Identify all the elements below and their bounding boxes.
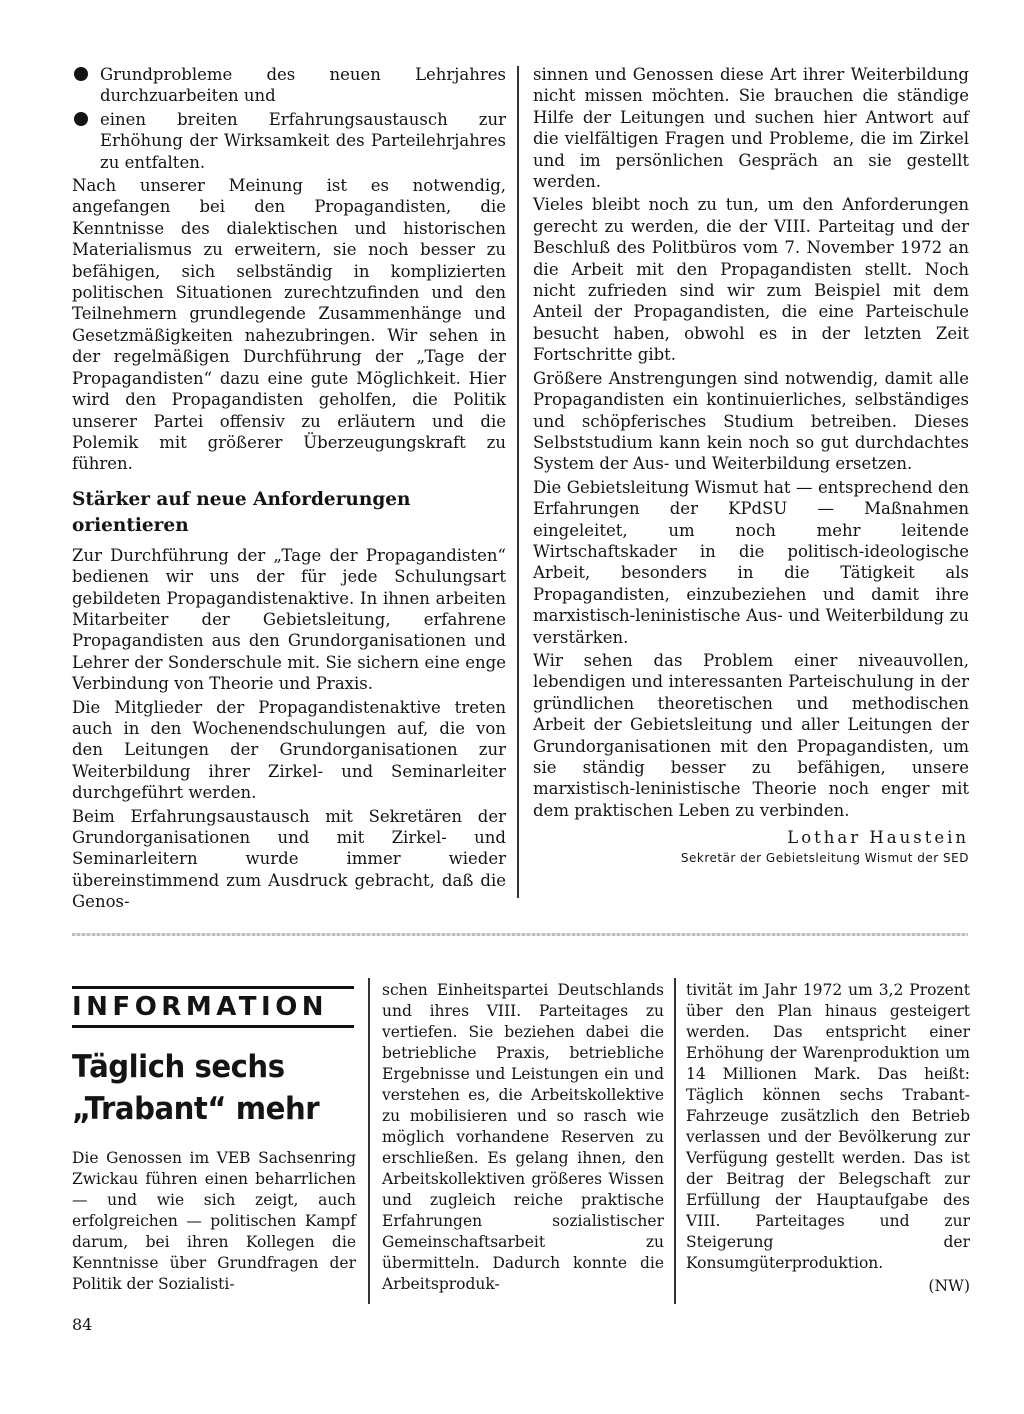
author-name: Lothar Haustein [787,828,969,848]
page-number: 84 [72,1315,93,1334]
source-code: (NW) [928,1277,970,1295]
paragraph: Die Gebietsleitung Wismut hat — entsprechend den Erfahrungen der KPdSU — Maßnahmen eingeleitet, um noch mehr leitende Wirtschaftskader in die politisch-ideologische Arbeit, besonders in die Tätigkeit als Propagandisten, einzubeziehen und damit ihre marxistisch-leninistische Aus- und Weiterbildung zu verstärken. [533,477,969,647]
paragraph: Vieles bleibt noch zu tun, um den Anforderungen gerecht zu werden, die der VIII. Parteitag und der Beschluß des Politbüros vom 7. November 1972 an die Arbeit mit den Propagandisten stellt. Noch nicht zufrieden sind wir zum Beispiel mit dem Anteil der Propagandisten, die eine Parteischule besucht haben, obwohl es in der letzten Zeit Fortschritte gibt. [533,195,969,365]
bullet-text: einen breiten Erfahrungsaustausch zur Erhöhung der Wirksamkeit des Parteilehrjahres zu entfalten. [100,109,506,172]
bullet-item [72,64,506,107]
info-headline [72,1046,345,1130]
paragraph: Die Mitglieder der Propagandistenaktive treten auch in den Wochenendschulungen auf, die von den Leitungen der Grundorganisationen zur Weiterbildung ihrer Zirkel- und Seminarleiter durchgeführt werden. [72,697,506,803]
bullet-dot-icon [74,112,88,126]
section-kicker: INFORMATION [72,986,354,1028]
paragraph: sinnen und Genossen diese Art ihrer Weiterbildung nicht missen möchten. Sie brauchen die ständige Hilfe der Leitungen und suchen hier Antwort auf die vielfältigen Fragen und Probleme, die im Zirkel und im persönlichen Gespräch an sie gestellt werden. [533,65,969,192]
column-divider [674,978,676,1304]
info-column-1 [72,1148,356,1297]
subheading: Stärker auf neue Anforderungen orientieren [72,488,411,536]
paragraph: tivität im Jahr 1972 um 3,2 Prozent über den Plan hinaus gesteigert werden. Das entspricht einer Erhöhung der Warenproduktion um 14 Millionen Mark. Das heißt: Täglich können sechs Trabant-Fahrzeuge zusätzlich den Betrieb verlassen und der Bevölkerung zur Verfügung gestellt werden. Das ist der Beitrag der Belegschaft zur Erfüllung der Hauptaufgabe des VIII. Parteitages und zur Steigerung der Konsumgüterproduktion. [686,981,970,1272]
paragraph: Beim Erfahrungsaustausch mit Sekretären der Grundorganisationen und mit Zirkel- und Seminarleitern wurde immer wieder übereinstimmend zum Ausdruck gebracht, daß die Genos- [72,806,506,912]
paragraph: Wir sehen das Problem einer niveauvollen, lebendigen und interessanten Parteischulung in der gründlichen theoretischen und methodischen Arbeit der Gebietsleitung und aller Leitungen der Grundorganisationen mit den Propagandisten, um sie ständig besser zu befähigen, unsere marxistisch-leninistische Theorie noch enger mit dem praktischen Leben zu verbinden. [533,650,969,820]
column-divider [517,66,519,898]
article-column-1 [72,64,506,915]
info-column-3 [686,980,970,1297]
paragraph: Nach unserer Meinung ist es notwendig, angefangen bei den Propagandisten, die Kenntnisse des dialektischen und historischen Materialismus zu erweitern, sie noch besser zu befähigen, sich selbständig in komplizierten politischen Situationen zurechtzufinden und den Teilnehmern grundlegende Zusammenhänge und Gesetzmäßigkeiten nahezubringen. Wir sehen in der regelmäßigen Durchführung der „Tage der Propagandisten“ dazu eine gute Möglichkeit. Hier wird den Propagandisten geholfen, die Politik unserer Partei offensiv zu erläutern und die Polemik mit größerer Überzeugungskraft zu führen. [72,176,506,474]
author-role: Sekretär der Gebietsleitung Wismut der SED [680,850,969,865]
paragraph: Zur Durchführung der „Tage der Propagandisten“ bedienen wir uns der für jede Schulungsart gebildeten Propagandistenaktive. In ihnen arbeiten Mitarbeiter der Gebietsleitung, erfahrene Propagandisten aus den Grundorganisationen und Lehrer der Sonderschule mit. Sie sichern eine enge Verbindung von Theorie und Praxis. [72,545,506,694]
column-divider [368,978,370,1304]
paragraph: Größere Anstrengungen sind notwendig, damit alle Propagandisten ein kontinuierliches, selbständiges und schöpferisches Studium betreiben. Dieses Selbststudium kann kein noch so gut durchdachtes System der Aus- und Weiterbildung ersetzen. [533,368,969,474]
section-separator [72,933,968,936]
article-column-2 [533,64,969,867]
bullet-item [72,109,506,173]
bullet-dot-icon [74,67,88,81]
bullet-text: Grundprobleme des neuen Lehrjahres durchzuarbeiten und [100,65,506,106]
headline-line: „Trabant“ mehr [72,1091,320,1127]
info-column-2 [382,980,664,1297]
headline-line: Täglich sechs [72,1049,285,1085]
paragraph: Die Genossen im VEB Sachsenring Zwickau führen einen beharrlichen — und wie sich zeigt, auch erfolgreichen — politischen Kampf darum, bei ihren Kollegen die Kenntnisse über Grundfragen der Politik der Sozialisti- [72,1149,356,1293]
paragraph: schen Einheitspartei Deutschlands und ihres VIII. Parteitages zu vertiefen. Sie beziehen dabei die betriebliche Praxis, betriebliche Ergebnisse und Leistungen ein und verstehen es, die Arbeitskollektive zu mobilisieren und so rasch wie möglich vorhandene Reserven zu erschließen. Es gelang ihnen, den Arbeitskollektiven größeres Wissen und zugleich reiche praktische Erfahrungen sozialistischer Gemeinschaftsarbeit zu übermitteln. Dadurch konnte die Arbeitsproduk- [382,981,664,1293]
